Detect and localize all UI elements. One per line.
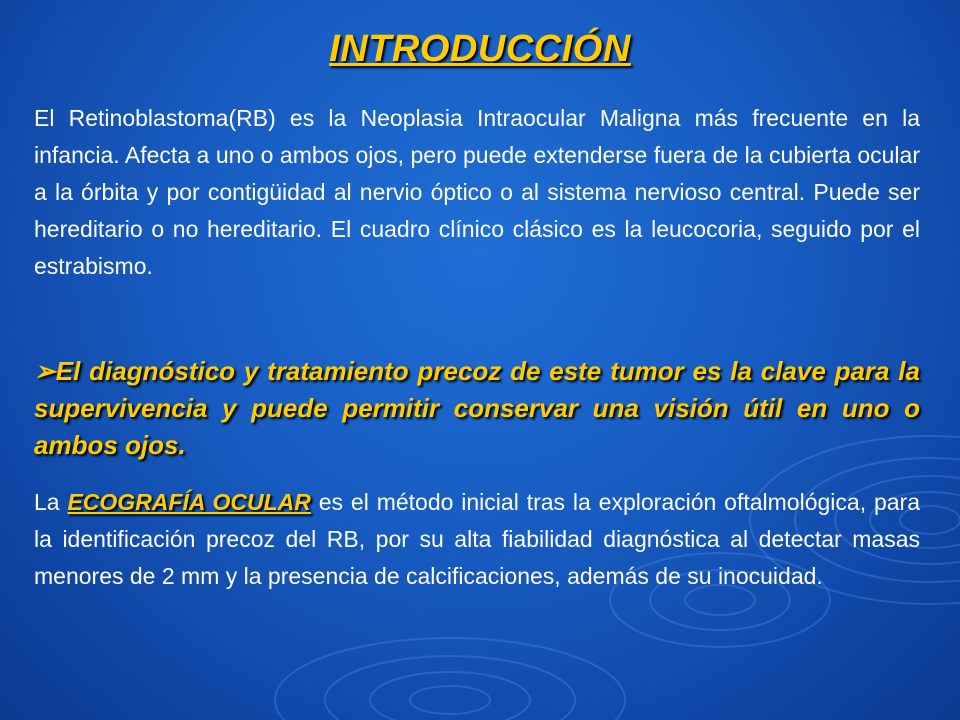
- paragraph2-prefix: La: [34, 489, 68, 515]
- intro-paragraph: El Retinoblastoma(RB) es la Neoplasia Intraocular Maligna más frecuente en la infancia. Afecta a uno o ambos ojos, pero puede extenderse fuera de la cubierta ocular a la órbita y por contigüidad al nervio óptico o al sistema nervioso central. Puede ser hereditario o no hereditario. El cuadro clínico clásico es la leucocoria, seguido por el estrabismo.: [34, 105, 920, 279]
- arrow-bullet-icon: ➢: [34, 356, 56, 386]
- bullet-point: [34, 353, 920, 464]
- ecografia-paragraph: [34, 484, 920, 595]
- paragraph2-rest: es el método inicial tras la exploración oftalmológica, para la identificación precoz del RB, por su alta fiabilidad diagnóstica al detectar masas menores de 2 mm y la presencia de calcificaciones, además de su inocuidad.: [34, 489, 920, 589]
- bullet-text: El diagnóstico y tratamiento precoz de este tumor es la clave para la supervivencia y puede permitir conservar una visión útil en uno o ambos ojos.: [34, 356, 920, 460]
- ecografia-ocular-highlight: ECOGRAFÍA OCULAR: [67, 489, 311, 515]
- slide-title: INTRODUCCIÓN: [329, 28, 631, 70]
